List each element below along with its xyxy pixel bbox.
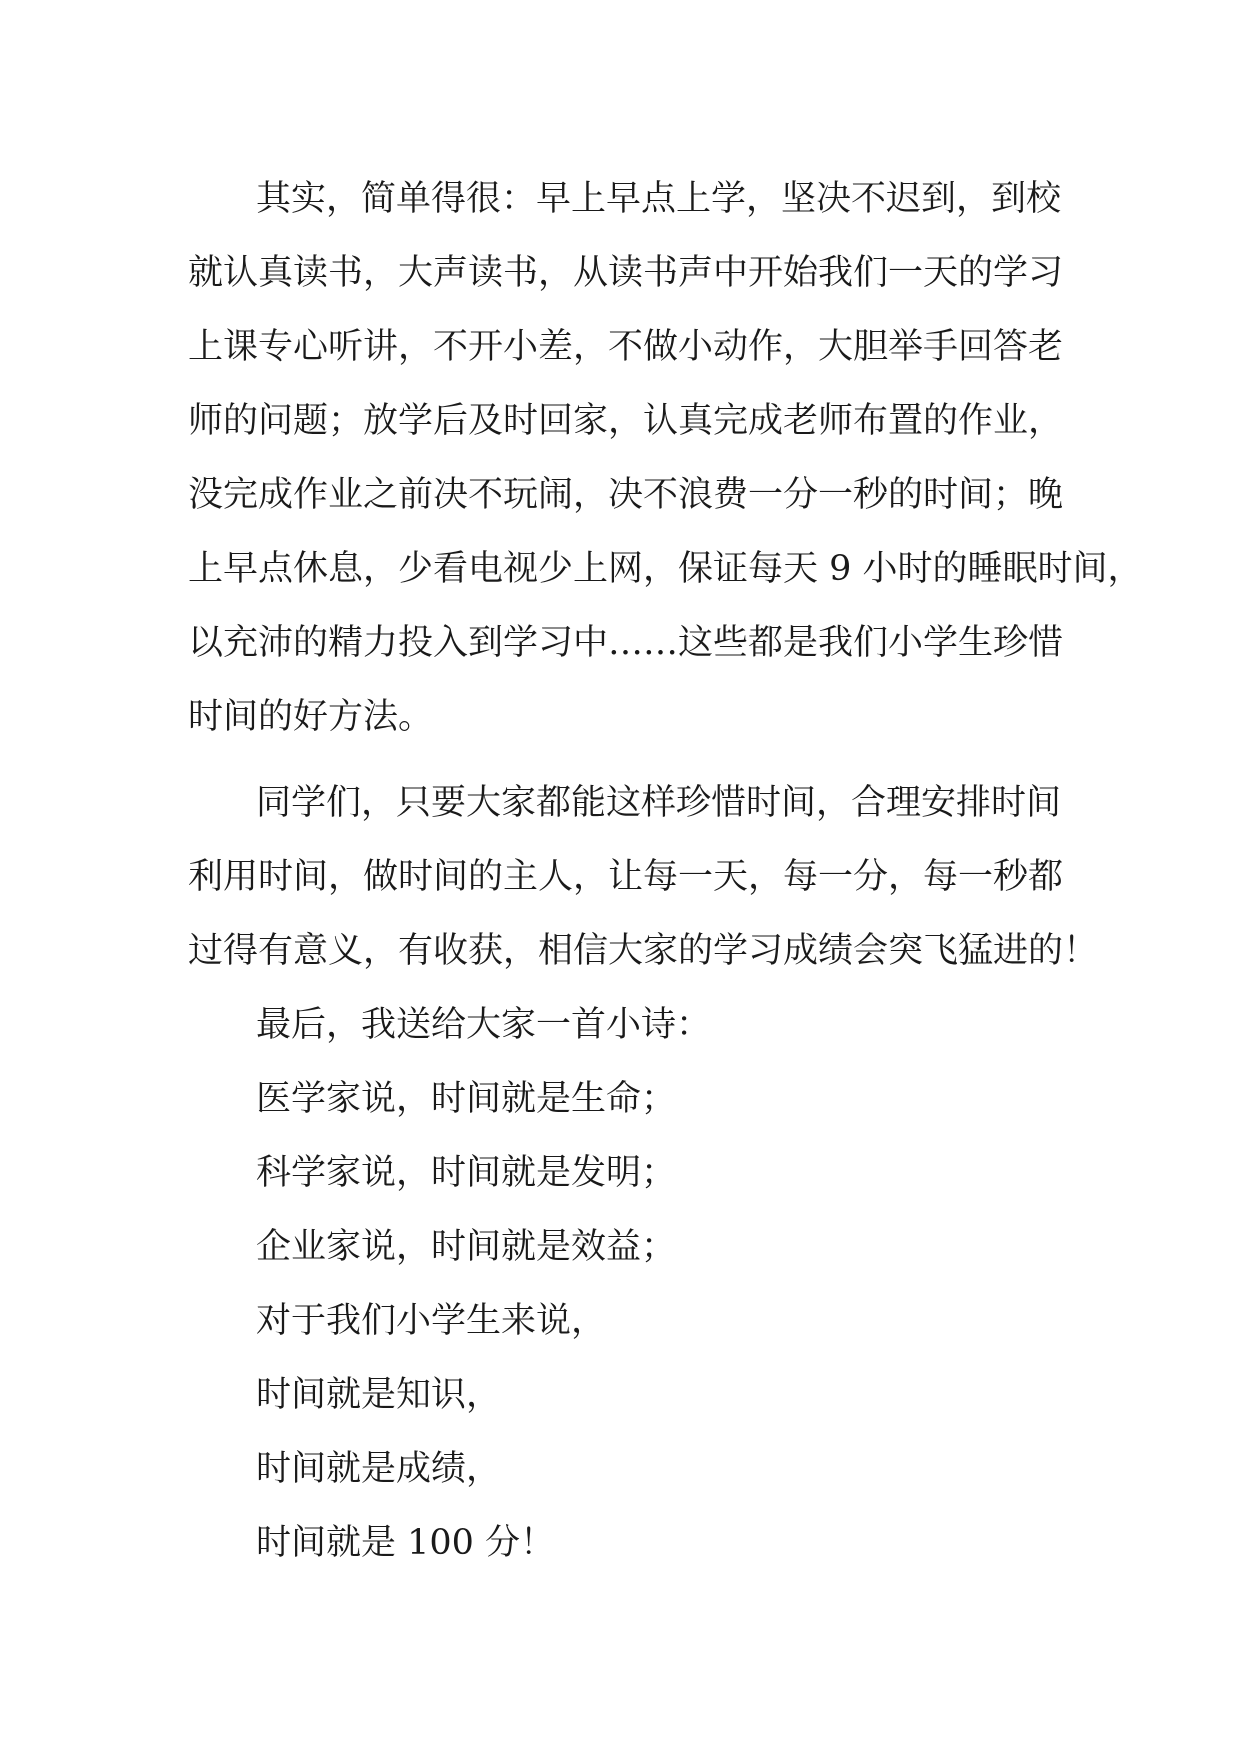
poem-line-6: 时间就是成绩， xyxy=(256,1449,502,1489)
poem-line-4: 对于我们小学生来说， xyxy=(256,1301,607,1341)
poem-intro: 最后，我送给大家一首小诗： xyxy=(256,1005,712,1045)
paragraph1-line-7: 以充沛的精力投入到学习中……这些都是我们小学生珍惜 xyxy=(188,623,1064,663)
poem-line-3: 企业家说，时间就是效益； xyxy=(256,1227,677,1267)
poem-line-2: 科学家说，时间就是发明； xyxy=(256,1153,677,1193)
paragraph1-line-5: 没完成作业之前决不玩闹，决不浪费一分一秒的时间；晚 xyxy=(188,475,1064,515)
paragraph1-line-6: 上早点休息，少看电视少上网，保证每天 9 小时的睡眠时间， xyxy=(188,549,1143,589)
paragraph1-line-2: 就认真读书，大声读书，从读书声中开始我们一天的学习 xyxy=(188,253,1064,293)
paragraph1-line-1: 其实，简单得很：早上早点上学，坚决不迟到，到校 xyxy=(256,179,1062,219)
paragraph1-line-8: 时间的好方法。 xyxy=(188,697,434,737)
paragraph2-line-2: 利用时间，做时间的主人，让每一天，每一分，每一秒都 xyxy=(188,857,1064,897)
paragraph1-line-3: 上课专心听讲，不开小差，不做小动作，大胆举手回答老 xyxy=(188,327,1064,367)
poem-line-1: 医学家说，时间就是生命； xyxy=(256,1079,677,1119)
poem-line-7: 时间就是 100 分！ xyxy=(256,1523,556,1563)
paragraph2-line-1: 同学们，只要大家都能这样珍惜时间，合理安排时间 xyxy=(256,783,1062,823)
paragraph1-line-4: 师的问题；放学后及时回家，认真完成老师布置的作业， xyxy=(188,401,1064,441)
poem-line-5: 时间就是知识， xyxy=(256,1375,502,1415)
paragraph2-line-3: 过得有意义，有收获，相信大家的学习成绩会突飞猛进的！ xyxy=(188,931,1099,971)
